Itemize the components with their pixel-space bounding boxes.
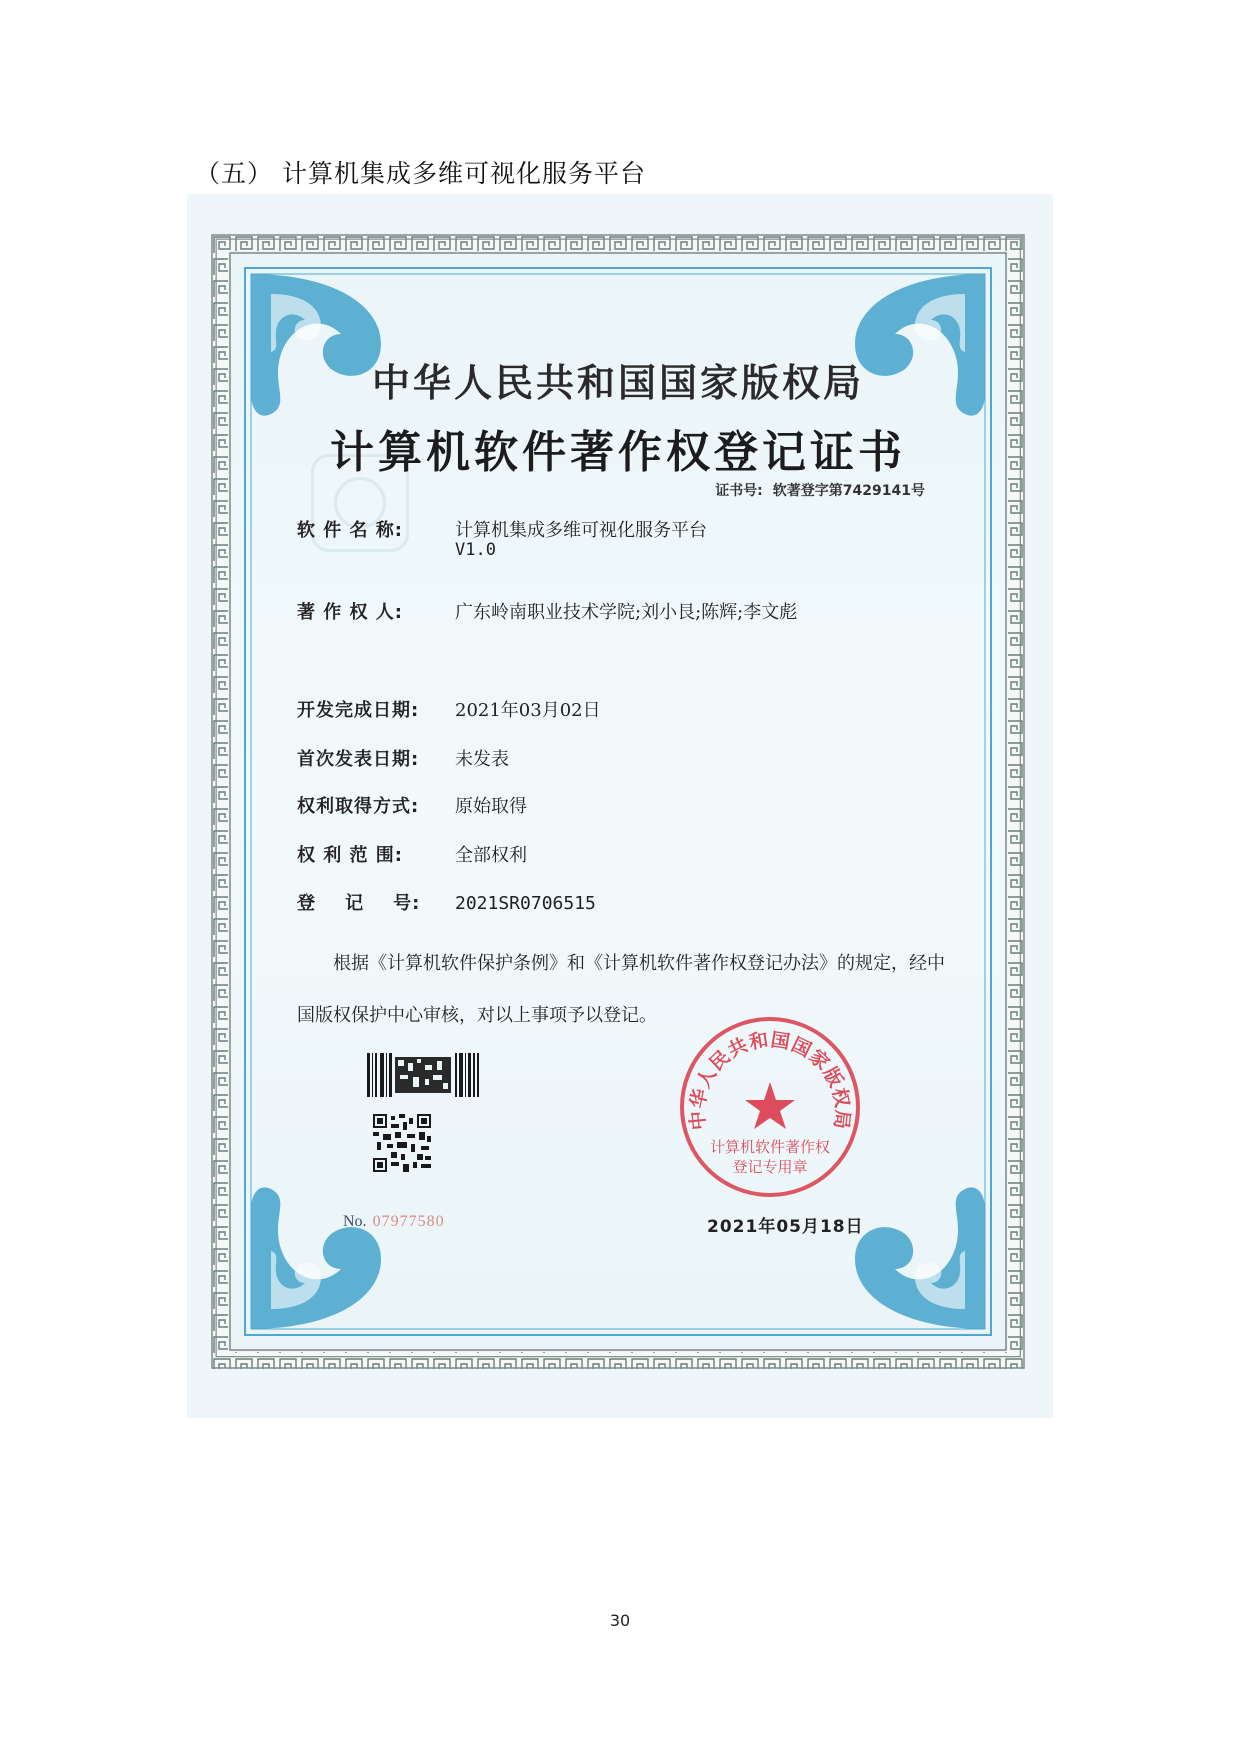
field-value: 2021SR0706515 bbox=[455, 893, 596, 914]
field-label: 权 利 范 围: bbox=[297, 845, 403, 866]
field-acquire-method bbox=[297, 792, 527, 818]
field-copyright-owner bbox=[297, 598, 797, 624]
field-label: 权利取得方式: bbox=[297, 796, 420, 817]
field-value: 计算机集成多维可视化服务平台 bbox=[455, 520, 707, 541]
certificate-number-value: 软著登字第7429141号 bbox=[772, 483, 925, 499]
qr-code-icon bbox=[373, 1114, 431, 1172]
certificate bbox=[211, 234, 1025, 1369]
seal-inner-line2: 登记专用章 bbox=[732, 1158, 808, 1176]
field-label: 软 件 名 称: bbox=[297, 520, 403, 541]
issue-date: 2021年05月18日 bbox=[707, 1217, 864, 1237]
field-rights-scope bbox=[297, 841, 527, 867]
certificate-number bbox=[715, 480, 925, 500]
issuing-agency: 中华人民共和国国家版权局 bbox=[371, 361, 864, 405]
page-number: 30 bbox=[609, 1611, 631, 1630]
serial-number bbox=[343, 1213, 445, 1231]
certificate-scan bbox=[187, 194, 1053, 1418]
registration-statement: 根据《计算机软件保护条例》和《计算机软件著作权登记办法》的规定，经中国版权保护中心审核，对以上事项予以登记。 bbox=[297, 953, 945, 1026]
certificate-title: 计算机软件著作权登记证书 bbox=[330, 427, 906, 478]
field-label: 登 记 号: bbox=[297, 893, 421, 914]
seal-ring-text: 中华人民共和国国家版权局 bbox=[686, 1028, 854, 1131]
barcode-icon bbox=[367, 1053, 479, 1097]
field-value: 全部权利 bbox=[455, 845, 527, 866]
section-heading: （五） 计算机集成多维可视化服务平台 bbox=[195, 159, 646, 188]
serial-value: 07977580 bbox=[372, 1213, 445, 1230]
field-software-name bbox=[297, 516, 707, 542]
field-value: 广东岭南职业技术学院;刘小艮;陈辉;李文彪 bbox=[455, 602, 798, 623]
certificate-number-label: 证书号: bbox=[715, 483, 763, 499]
field-value: 原始取得 bbox=[455, 796, 527, 817]
field-development-date bbox=[297, 696, 601, 722]
software-version: V1.0 bbox=[455, 540, 496, 560]
field-value: 未发表 bbox=[455, 749, 509, 770]
field-label: 著 作 权 人: bbox=[297, 602, 403, 623]
field-first-publish-date bbox=[297, 745, 509, 771]
official-seal-icon bbox=[677, 1014, 863, 1200]
serial-label: No. bbox=[343, 1213, 367, 1230]
field-registration-number bbox=[297, 889, 596, 915]
field-value: 2021年03月02日 bbox=[455, 700, 601, 721]
field-label: 开发完成日期: bbox=[297, 700, 420, 721]
seal-inner-line1: 计算机软件著作权 bbox=[709, 1138, 831, 1156]
field-label: 首次发表日期: bbox=[297, 749, 420, 770]
